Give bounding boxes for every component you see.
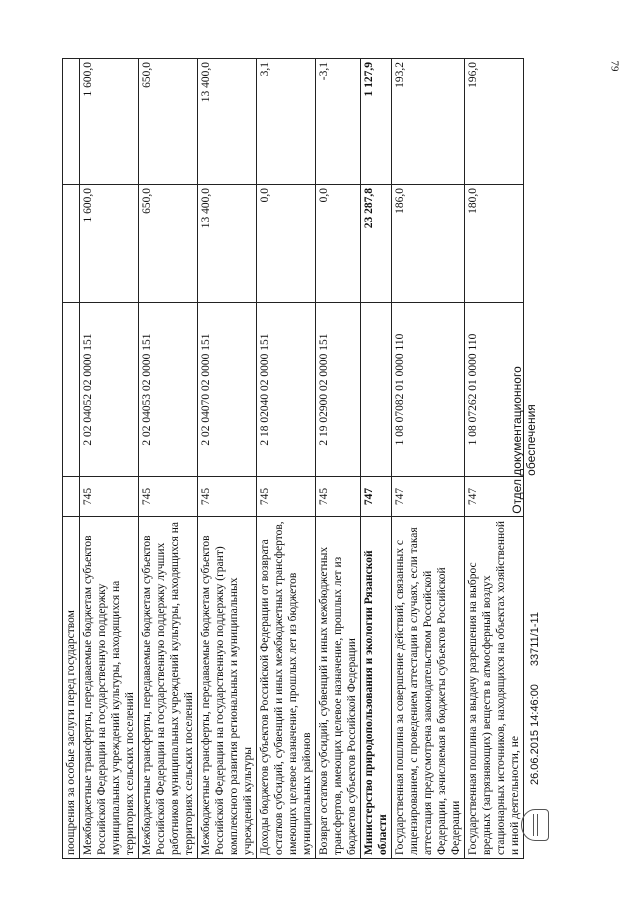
row-name-cell: Государственная пошлина за выдачу разрешения на выброс вредных (загрязняющих) веществ в атмосферный воздух стационарных источников, находящихся на объектах хозяйственной и иной деятельности, не — [465, 517, 524, 859]
row-plan-cell: 186,0 — [392, 185, 465, 303]
table-row — [198, 59, 257, 859]
signature-stamp-icon — [521, 809, 549, 841]
row-exec-cell: 650,0 — [139, 59, 198, 185]
document-footer — [521, 612, 549, 841]
row-name-cell: Межбюджетные трансферты, передаваемые бюджетам субъектов Российской Федерации на государственную поддержку лучших работников муниципальных учреждений культуры, находящихся на территориях сельских поселений — [139, 517, 198, 859]
row-code-cell — [361, 303, 392, 477]
budget-table — [62, 58, 524, 859]
row-code-cell — [63, 303, 80, 477]
row-name-cell: Межбюджетные трансферты, передаваемые бюджетам субъектов Российской Федерации на государственную поддержку муниципальных учреждений культуры, находящихся на территориях сельских поселений — [80, 517, 139, 859]
department-stamp: Отдел документационного обеспечения — [510, 366, 539, 514]
row-code-cell: 2 02 04052 02 0000 151 — [80, 303, 139, 477]
row-name-cell: Доходы бюджетов субъектов Российской Федерации от возврата остатков субсидий, субвенций и иных межбюджетных трансфертов, имеющих целевое назначение, прошлых лет из бюджетов муниципальных районов — [257, 517, 316, 859]
row-admin-cell: 747 — [465, 477, 524, 517]
row-exec-cell: 196,0 — [465, 59, 524, 185]
row-admin-cell: 745 — [80, 477, 139, 517]
row-admin-cell: 747 — [392, 477, 465, 517]
row-plan-cell: 180,0 — [465, 185, 524, 303]
footer-doc-id: 33711/1-11 — [529, 612, 541, 667]
row-code-cell: 1 08 07082 01 0000 110 — [392, 303, 465, 477]
table-row — [392, 59, 465, 859]
row-name-cell: Государственная пошлина за совершение действий, связанных с лицензированием, с проведением аттестации в случаях, если такая аттестация предусмотрена законодательством Российской Федерации, зачисляемая в бюджеты субъектов Российской Федерации — [392, 517, 465, 859]
row-name-cell: Межбюджетные трансферты, передаваемые бюджетам субъектов Российской Федерации на государственную поддержку (грант) комплексного развития региональных и муниципальных учреждений культуры — [198, 517, 257, 859]
row-exec-cell: 13 400,0 — [198, 59, 257, 185]
row-plan-cell: 0,0 — [316, 185, 361, 303]
row-plan-cell: 650,0 — [139, 185, 198, 303]
row-plan-cell: 0,0 — [257, 185, 316, 303]
row-exec-cell — [63, 59, 80, 185]
row-exec-cell: 1 127,9 — [361, 59, 392, 185]
row-admin-cell: 747 — [361, 477, 392, 517]
row-exec-cell: 1 600,0 — [80, 59, 139, 185]
row-plan-cell: 23 287,8 — [361, 185, 392, 303]
row-name-cell: поощрения за особые заслуги перед государством — [63, 517, 80, 859]
row-exec-cell: 3,1 — [257, 59, 316, 185]
row-code-cell: 2 18 02040 02 0000 151 — [257, 303, 316, 477]
table-row — [257, 59, 316, 859]
footer-datetime: 26.06.2015 14:46:00 — [529, 684, 541, 785]
row-plan-cell: 1 600,0 — [80, 185, 139, 303]
row-exec-cell: 193,2 — [392, 59, 465, 185]
row-name-cell: Возврат остатков субсидий, субвенций и иных межбюджетных трансфертов, имеющих целевое назначение, прошлых лет из бюджетов субъектов Российской Федерации — [316, 517, 361, 859]
table-row — [63, 59, 80, 859]
row-admin-cell — [63, 477, 80, 517]
budget-table-body — [63, 59, 524, 859]
row-plan-cell: 13 400,0 — [198, 185, 257, 303]
row-code-cell: 2 19 02900 02 0000 151 — [316, 303, 361, 477]
table-row — [316, 59, 361, 859]
row-name-cell: Министерство природопользования и экологии Рязанской области — [361, 517, 392, 859]
row-code-cell: 2 02 04053 02 0000 151 — [139, 303, 198, 477]
row-admin-cell: 745 — [198, 477, 257, 517]
row-admin-cell: 745 — [316, 477, 361, 517]
table-row — [139, 59, 198, 859]
row-admin-cell: 745 — [139, 477, 198, 517]
table-row — [361, 59, 392, 859]
row-admin-cell: 745 — [257, 477, 316, 517]
table-row — [80, 59, 139, 859]
row-plan-cell — [63, 185, 80, 303]
row-exec-cell: -3,1 — [316, 59, 361, 185]
row-code-cell: 2 02 04070 02 0000 151 — [198, 303, 257, 477]
row-code-cell: 1 08 07262 01 0000 110 — [465, 303, 524, 477]
page-number: 79 — [608, 60, 621, 72]
